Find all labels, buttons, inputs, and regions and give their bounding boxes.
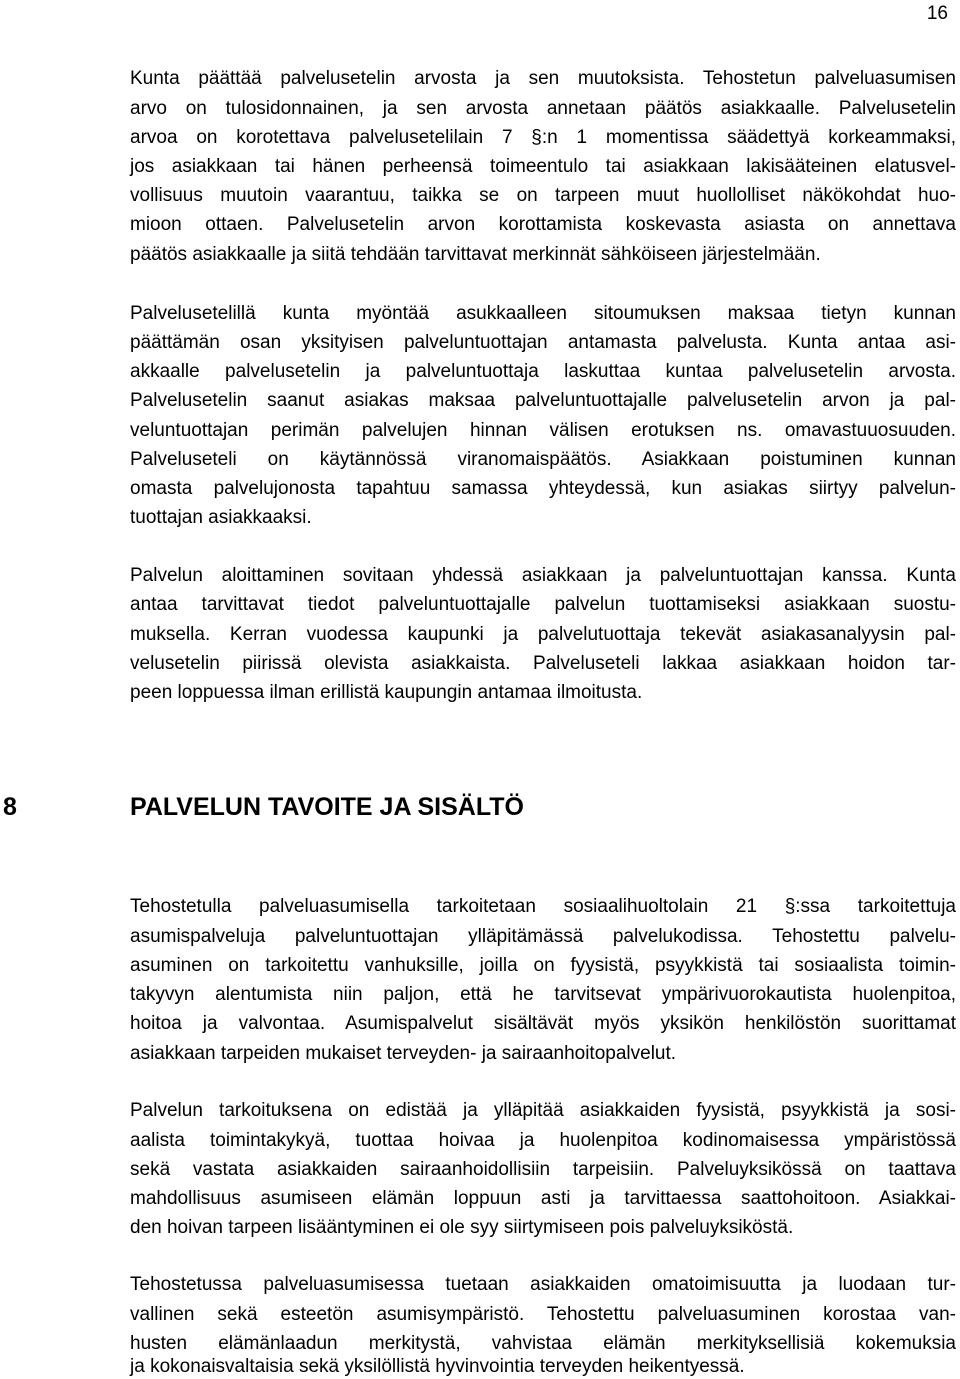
text-line: peen loppuessa ilman erillistä kaupungin antamaa ilmoitusta. — [130, 682, 643, 703]
text-line: veluntuottajan perimän palvelujen hinnan välisen erotuksen ns. omavastuuosuuden. — [130, 420, 956, 441]
text-line: husten elämänlaadun merkitystä, vahvistaa elämän merkityksellisiä kokemuksia — [130, 1333, 956, 1354]
text-line: ja kokonaisvaltaisia sekä yksilöllistä hyvinvointia terveyden heikentyessä. — [130, 1356, 745, 1377]
text-line: Palvelusetelillä kunta myöntää asukkaalleen sitoumuksen maksaa tietyn kunnan — [130, 303, 956, 324]
text-line: Tehostetussa palveluasumisessa tuetaan asiakkaiden omatoimisuutta ja luodaan tur- — [130, 1274, 956, 1295]
text-line: vallinen sekä esteetön asumisympäristö. Tehostettu palveluasuminen korostaa van- — [130, 1304, 956, 1325]
text-line: päättämän osan yksityisen palveluntuottajan antamasta palvelusta. Kunta antaa asi- — [130, 332, 956, 353]
text-line: takyvyn alentumista niin paljon, että he tarvitsevat ympärivuorokautista huolenpitoa, — [130, 984, 956, 1005]
text-line: velusetelin piirissä olevista asiakkaista. Palveluseteli lakkaa asiakkaan hoidon tar- — [130, 653, 956, 674]
text-line: hoitoa ja valvontaa. Asumispalvelut sisältävät myös yksikön henkilöstön suorittamat — [130, 1013, 956, 1034]
text-line: päätös asiakkaalle ja siitä tehdään tarvittavat merkinnät sähköiseen järjestelmään. — [130, 244, 821, 265]
text-line: omasta palvelujonosta tapahtuu samassa yhteydessä, kun asiakas siirtyy palvelun- — [130, 478, 956, 499]
text-line: muksella. Kerran vuodessa kaupunki ja palvelutuottaja tekevät asiakasanalyysin pal- — [130, 624, 956, 645]
text-line: Palvelun tarkoituksena on edistää ja ylläpitää asiakkaiden fyysistä, psyykkistä ja sosi- — [130, 1100, 956, 1121]
text-line: akkaalle palvelusetelin ja palveluntuottaja laskuttaa kuntaa palvelusetelin arvosta. — [130, 361, 956, 382]
page-number: 16 — [926, 3, 948, 24]
text-line: jos asiakkaan tai hänen perheensä toimeentulo tai asiakkaan lakisääteinen elatusvel- — [130, 156, 956, 177]
text-line: mahdollisuus asumiseen elämän loppuun asti ja tarvittaessa saattohoitoon. Asiakkai- — [130, 1188, 956, 1209]
text-line: tuottajan asiakkaaksi. — [130, 507, 312, 528]
text-line: Kunta päättää palvelusetelin arvosta ja sen muutoksista. Tehostetun palveluasumisen — [130, 68, 956, 89]
text-line: Tehostetulla palveluasumisella tarkoitetaan sosiaalihuoltolain 21 §:ssa tarkoitettuja — [130, 896, 956, 917]
text-line: arvoa on korotettava palvelusetelilain 7 §:n 1 momentissa säädettyä korkeammaksi, — [130, 127, 956, 148]
text-line: Palvelun aloittaminen sovitaan yhdessä asiakkaan ja palveluntuottajan kanssa. Kunta — [130, 565, 956, 586]
text-line: Palvelusetelin saanut asiakas maksaa palveluntuottajalle palvelusetelin arvon ja pal- — [130, 390, 956, 411]
text-line: vollisuus muutoin vaarantuu, taikka se on tarpeen muut huollolliset näkökohdat huo- — [130, 185, 956, 206]
text-line: asiakkaan tarpeiden mukaiset terveyden- ja sairaanhoitopalvelut. — [130, 1043, 677, 1064]
text-line: antaa tarvittavat tiedot palveluntuottajalle palvelun tuottamiseksi asiakkaan suostu- — [130, 594, 956, 615]
text-line: aalista toimintakykyä, tuottaa hoivaa ja huolenpitoa kodinomaisessa ympäristössä — [130, 1130, 956, 1151]
text-line: den hoivan tarpeen lisääntyminen ei ole syy siirtymiseen pois palveluyksiköstä. — [130, 1217, 794, 1238]
text-line: arvo on tulosidonnainen, ja sen arvosta annetaan päätös asiakkaalle. Palvelusetelin — [130, 98, 956, 119]
section-title: PALVELUN TAVOITE JA SISÄLTÖ — [130, 793, 524, 821]
text-line: asumispalveluja palveluntuottajan ylläpitämässä palvelukodissa. Tehostettu palvelu- — [130, 926, 956, 947]
text-line: sekä vastata asiakkaiden sairaanhoidollisiin tarpeisiin. Palveluyksikössä on taattava — [130, 1159, 956, 1180]
text-line: mioon ottaen. Palvelusetelin arvon korottamista koskevasta asiasta on annettava — [130, 214, 956, 235]
text-line: asuminen on tarkoitettu vanhuksille, joilla on fyysistä, psyykkistä tai sosiaalista toimin- — [130, 955, 956, 976]
section-number: 8 — [3, 793, 17, 821]
text-line: Palveluseteli on käytännössä viranomaispäätös. Asiakkaan poistuminen kunnan — [130, 449, 956, 470]
